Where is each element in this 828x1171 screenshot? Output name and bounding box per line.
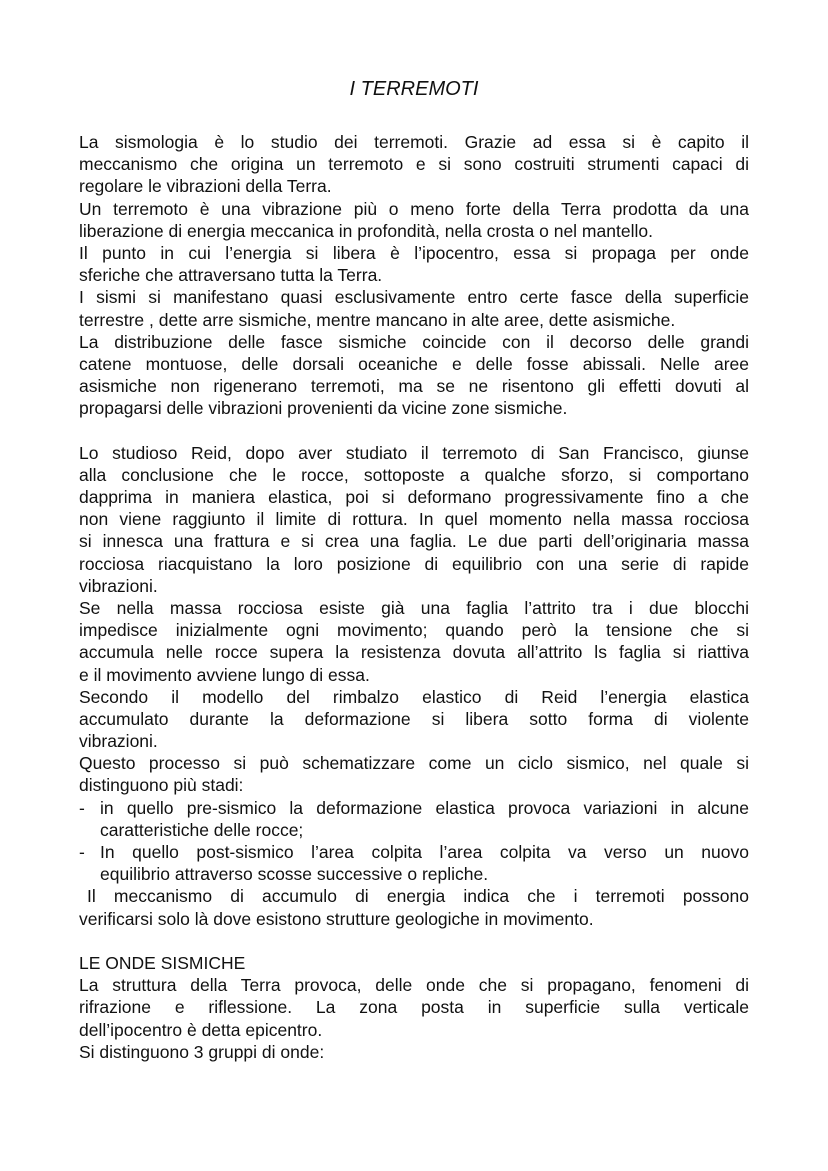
text-line: La distribuzione delle fasce sismiche coincide con il decorso delle grandi xyxy=(79,331,749,352)
section-heading: LE ONDE SISMICHE xyxy=(79,952,246,973)
text-line: Se nella massa rocciosa esiste già una faglia l’attrito tra i due blocchi xyxy=(79,597,749,618)
text-line: propagarsi delle vibrazioni provenienti da vicine zone sismiche. xyxy=(79,398,568,419)
text-line: Lo studioso Reid, dopo aver studiato il terremoto di San Francisco, giunse xyxy=(79,442,749,463)
text-line: rifrazione e riflessione. La zona posta in superficie sulla verticale xyxy=(79,997,749,1018)
text-line: catene montuose, delle dorsali oceaniche e delle fosse abissali. Nelle aree xyxy=(79,353,749,374)
text-line: alla conclusione che le rocce, sottoposte a qualche sforzo, si comportano xyxy=(79,464,749,485)
document-title: I TERREMOTI xyxy=(349,78,479,100)
text-line: Questo processo si può schematizzare come un ciclo sismico, nel quale si xyxy=(79,753,749,774)
document-body xyxy=(79,131,749,1063)
text-line: I sismi si manifestano quasi esclusivamente entro certe fasce della superficie xyxy=(79,287,749,308)
text-line: vibrazioni. xyxy=(79,731,158,752)
bullet-text: in quello pre-sismico la deformazione elastica provoca variazioni in alcune xyxy=(100,797,749,818)
text-line: dapprima in maniera elastica, poi si deformano progressivamente fino a che xyxy=(79,487,749,507)
text-line: impedisce inizialmente ogni movimento; quando però la tensione che si xyxy=(79,620,749,641)
text-line: Un terremoto è una vibrazione più o meno forte della Terra prodotta da una xyxy=(79,198,749,219)
text-line: La struttura della Terra provoca, delle onde che si propagano, fenomeni di xyxy=(79,975,749,996)
text-line: non viene raggiunto il limite di rottura. In quel momento nella massa rocciosa xyxy=(79,509,749,530)
text-line: liberazione di energia meccanica in profondità, nella crosta o nel mantello. xyxy=(79,220,653,241)
bullet-marker: - xyxy=(79,842,85,862)
text-line: regolare le vibrazioni della Terra. xyxy=(79,176,332,197)
text-line: terrestre , dette arre sismiche, mentre mancano in alte aree, dette asismiche. xyxy=(79,309,676,330)
text-line: distinguono più stadi: xyxy=(79,775,244,796)
text-line: equilibrio attraverso scosse successive o repliche. xyxy=(100,864,489,885)
text-line: Secondo il modello del rimbalzo elastico di Reid l’energia elastica xyxy=(79,686,749,707)
text-line: rocciosa riacquistano la loro posizione di equilibrio con una serie di rapide xyxy=(79,553,749,574)
text-line: Il punto in cui l’energia si libera è l’ipocentro, essa si propaga per onde xyxy=(79,242,749,263)
text-line: dell’ipocentro è detta epicentro. xyxy=(79,1019,323,1040)
bullet-text: In quello post-sismico l’area colpita l’area colpita va verso un nuovo xyxy=(100,842,749,862)
text-line: asismiche non rigenerano terremoti, ma se ne risentono gli effetti dovuti al xyxy=(79,376,749,397)
text-line: vibrazioni. xyxy=(79,575,158,596)
text-line: Il meccanismo di accumulo di energia indica che i terremoti possono xyxy=(87,886,749,907)
text-line: meccanismo che origina un terremoto e si sono costruiti strumenti capaci di xyxy=(79,154,749,175)
text-line: verificarsi solo là dove esistono strutture geologiche in movimento. xyxy=(79,908,594,929)
text-line: sferiche che attraversano tutta la Terra. xyxy=(79,265,383,286)
text-line: Si distinguono 3 gruppi di onde: xyxy=(79,1041,325,1062)
text-line: accumulato durante la deformazione si libera sotto forma di violente xyxy=(79,708,749,729)
text-line: e il movimento avviene lungo di essa. xyxy=(79,664,370,685)
text-line: accumula nelle rocce supera la resistenza dovuta all’attrito ls faglia si riattiva xyxy=(79,642,749,663)
text-line: La sismologia è lo studio dei terremoti. Grazie ad essa si è capito il xyxy=(79,132,749,152)
text-line: caratteristiche delle rocce; xyxy=(100,819,304,840)
bullet-line xyxy=(79,797,749,819)
bullet-marker: - xyxy=(79,797,85,818)
text-line: si innesca una frattura e si crea una faglia. Le due parti dell’originaria massa xyxy=(79,531,749,552)
bullet-line xyxy=(79,841,749,863)
